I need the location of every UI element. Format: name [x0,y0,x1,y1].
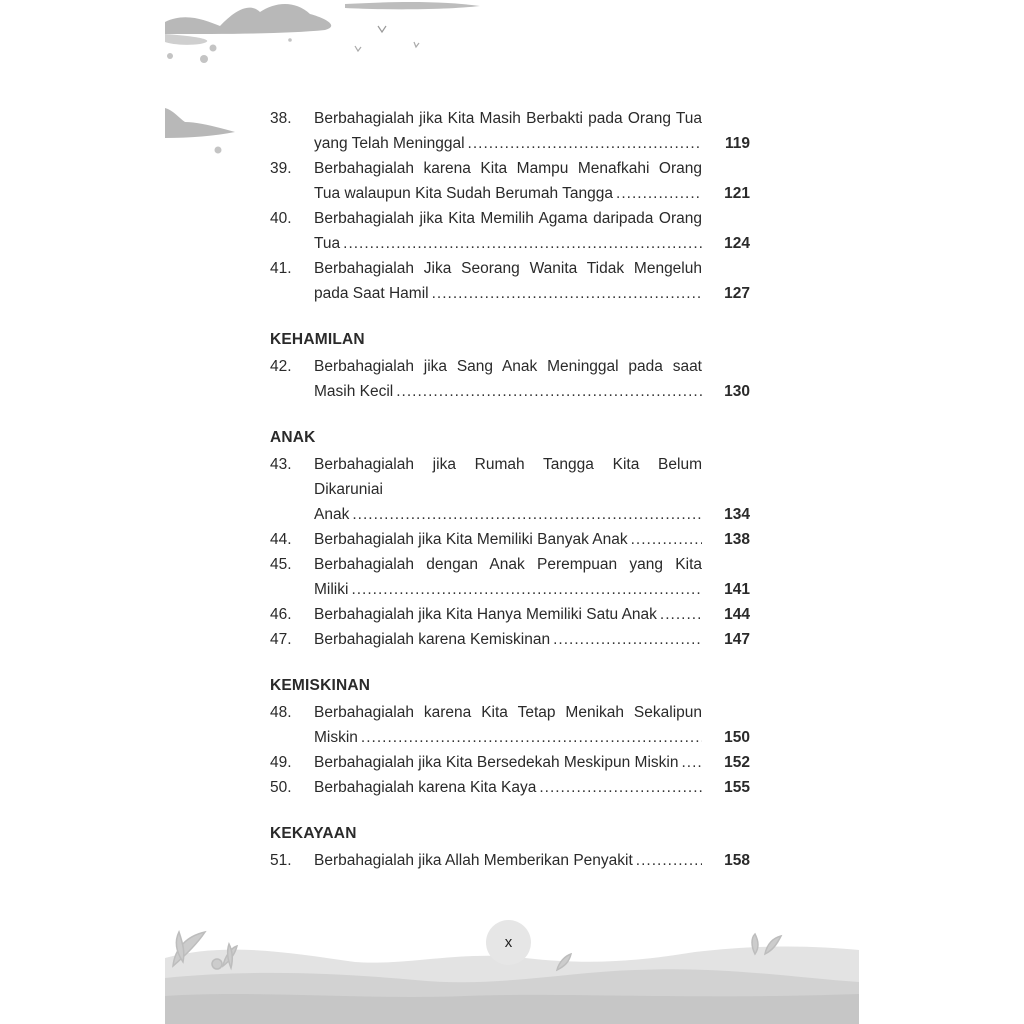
toc-entry[interactable] [270,527,750,552]
entry-title-line: Berbahagialah karena Kemiskinan [314,631,551,648]
entry-number: 51. [270,852,292,869]
entry-title-line: Berbahagialah jika Kita Memiliki Banyak Anak [314,531,628,548]
entry-title-line: Berbahagialah dengan Anak Perempuan yang Kita [314,556,702,573]
entry-page-number: 144 [724,606,750,623]
leader-dots [432,281,702,306]
toc-entry[interactable] [270,106,750,156]
entry-page-number: 147 [724,631,750,648]
toc-entry[interactable] [270,552,750,602]
entry-title-line: Berbahagialah jika Sang Anak Meninggal pada saat [314,358,702,375]
leader-dots [660,602,702,627]
section-heading: KEMISKINAN [270,677,371,694]
entry-page-number: 155 [724,779,750,796]
entry-page-number: 150 [724,729,750,746]
leader-dots [361,725,702,750]
toc-entry[interactable] [270,206,750,256]
leader-dots [352,502,702,527]
entry-page-number: 138 [724,531,750,548]
entry-title-line: Berbahagialah Jika Seorang Wanita Tidak Mengeluh [314,260,702,277]
toc-entry[interactable] [270,627,750,652]
section-heading: ANAK [270,429,316,446]
entry-title-line: pada Saat Hamil [314,285,429,302]
leader-dots [343,231,702,256]
leader-dots [468,131,702,156]
toc-entry[interactable] [270,775,750,800]
entry-title-line: Berbahagialah jika Kita Bersedekah Meskipun Miskin [314,754,679,771]
entry-title-line: Tua walaupun Kita Sudah Berumah Tangga [314,185,614,202]
leader-dots [616,181,702,206]
leader-dots [636,848,702,873]
entry-number: 38. [270,110,292,127]
entry-title-line: yang Telah Meninggal [314,135,465,152]
entry-page-number: 158 [724,852,750,869]
entry-title-line: Tua [314,235,341,252]
entry-number: 50. [270,779,292,796]
toc-entry[interactable] [270,602,750,627]
entry-number: 48. [270,704,292,721]
entry-title-line: Berbahagialah jika Kita Memilih Agama daripada Orang [314,210,702,227]
entry-title-line: Berbahagialah jika Kita Hanya Memiliki Satu Anak [314,606,657,623]
toc-entry[interactable] [270,848,750,873]
entry-number: 46. [270,606,292,623]
entry-page-number: 130 [724,383,750,400]
entry-number: 43. [270,456,292,473]
entry-title-line: Miliki [314,581,349,598]
table-of-contents [270,106,750,873]
leader-dots [539,775,702,800]
entry-number: 40. [270,210,292,227]
entry-title-line: Anak [314,506,350,523]
entry-number: 39. [270,160,292,177]
entry-number: 47. [270,631,292,648]
toc-entry[interactable] [270,750,750,775]
leader-dots [396,379,702,404]
entry-number: 45. [270,556,292,573]
toc-entry[interactable] [270,156,750,206]
entry-title-line: Berbahagialah jika Allah Memberikan Penyakit [314,852,633,869]
entry-title-line: Berbahagialah jika Kita Masih Berbakti pada Orang Tua [314,110,702,127]
entry-page-number: 121 [724,185,750,202]
entry-number: 44. [270,531,292,548]
entry-number: 41. [270,260,292,277]
page-number: x [504,934,513,951]
entry-page-number: 134 [724,506,750,523]
leader-dots [631,527,702,552]
entry-title-line: Berbahagialah karena Kita Kaya [314,779,537,796]
leader-dots [553,627,702,652]
entry-page-number: 141 [724,581,750,598]
entry-title-line: Berbahagialah karena Kita Tetap Menikah Sekalipun [314,704,702,721]
entry-title-line: Berbahagialah karena Kita Mampu Menafkahi Orang [314,160,702,177]
entry-page-number: 152 [724,754,750,771]
entry-number: 42. [270,358,292,375]
entry-title-line: Masih Kecil [314,383,394,400]
toc-entry[interactable] [270,700,750,750]
entry-page-number: 127 [724,285,750,302]
toc-entry[interactable] [270,452,750,527]
leader-dots [681,750,702,775]
entry-page-number: 124 [724,235,750,252]
entry-title-line: Miskin [314,729,358,746]
entry-page-number: 119 [724,135,750,152]
toc-entry[interactable] [270,354,750,404]
entry-number: 49. [270,754,292,771]
section-heading: KEKAYAAN [270,825,357,842]
toc-entry[interactable] [270,256,750,306]
page-number-badge [486,920,531,965]
entry-title-line: Berbahagialah jika Rumah Tangga Kita Belum Dikaruniai [314,456,702,498]
section-heading: KEHAMILAN [270,331,365,348]
leader-dots [351,577,702,602]
